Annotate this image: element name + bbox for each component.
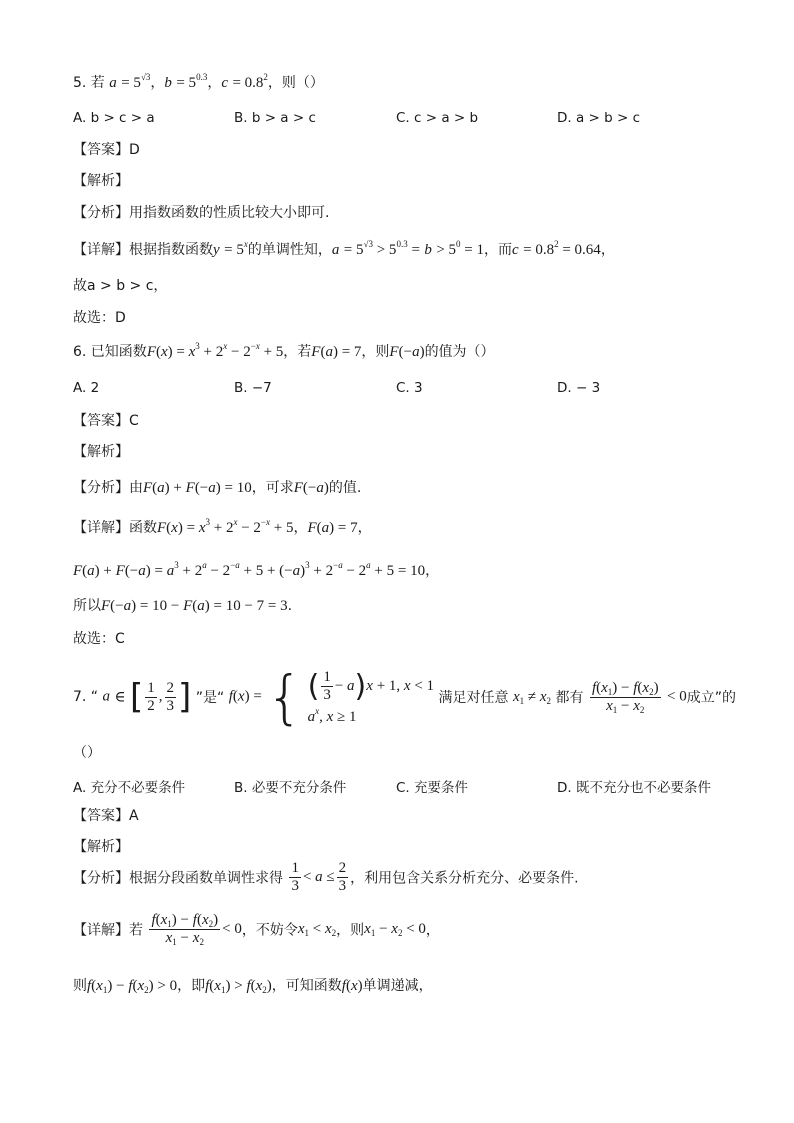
q6-fx-1: 由 — [129, 480, 143, 496]
q6-stem: 6. 已知函数$F(x) = x^3 + 2^x - 2^{-x} + 5$，若F(a) = 7，则F(−a)的值为（） — [73, 341, 495, 360]
xiangjie-tag: 【详解】 — [73, 922, 129, 939]
answer-tag: 【答案】 — [73, 142, 129, 158]
fenxi-tag: 【分析】 — [73, 205, 129, 221]
q7-option-c: C. 充要条件 — [396, 780, 469, 796]
q5-fenxi — [73, 203, 329, 223]
q7-stem-mid2: 满足对任意 — [438, 690, 509, 706]
q7-fenxi: 【分析】根据分段函数单调性求得 $\frac{1}{3}$ < a ≤ $\frac{2}{3}$ ，利用包含关系分析充分、必要条件. — [73, 860, 579, 894]
q6-so: 所以F(−a) = 10 − F(a) = 10 − 7 = 3. — [73, 598, 293, 614]
q6-xj-1: 函数 — [129, 520, 157, 536]
q7-stem-prefix: 7. “ — [73, 689, 99, 705]
q7-stem: 7. “ a ∈ [ $\frac{1}{2}$ , $\frac{2}{3}$ ] ”是“ f(x) = { ( $\frac{1}{3}$ − a)x + 1, x < 1 $a^x$, x ≥ 1 满足对任意 $x_1 \ne x_2$ 都有 $\frac{f(x_1) - f(x_2)}{x_1 - x_2}$ < 0成立”的 — [73, 663, 737, 731]
xiangjie-tag: 【详解】 — [73, 242, 129, 258]
xiangjie-tag: 【详解】 — [73, 520, 129, 536]
q6-option-c: C. 3 — [396, 380, 423, 396]
q7-stem-mid: ”是“ — [195, 690, 225, 706]
q5-conclusion: 故a > b > c， — [73, 278, 168, 294]
q6-stem-mid: ，若 — [283, 344, 312, 360]
q6-fx-3: 的值. — [328, 480, 362, 496]
q5-stem-prefix: 5. 若 — [73, 75, 105, 91]
q5-option-d: D. a > b > c — [557, 110, 641, 126]
q7-analysis-tag: 【解析】 — [73, 839, 129, 855]
q6-fenxi: 【分析】由F(a) + F(−a) = 10，可求F(−a)的值. — [73, 480, 362, 496]
q7-last-3: ，可知函数 — [271, 978, 342, 994]
q7-xj-2: ，不妨令 — [241, 922, 298, 939]
q5-choice: 故选：D — [73, 310, 126, 326]
q5-option-c: C. c > a > b — [396, 110, 479, 126]
q7-answer — [73, 806, 139, 826]
q7-stem-suffix: 成立”的 — [686, 690, 737, 706]
q7-option-b: B. 必要不充分条件 — [234, 780, 347, 796]
q5-answer — [73, 140, 140, 160]
q5-xiangjie: 【详解】根据指数函数$y = 5^x$的单调性知，$a = 5^{√3} > 5^{0.3} = b > 5^0 = 1$，而$c = 0.8^2 = 0.64$， — [73, 239, 615, 258]
q7-last-1: 则 — [73, 978, 87, 994]
q5-xj-1: 根据指数函数 — [129, 242, 213, 258]
q7-fx-1: 根据分段函数单调性求得 — [129, 870, 283, 887]
q5-fenxi-text: 用指数函数的性质比较大小即可. — [129, 205, 330, 221]
q7-answer-value: A — [129, 808, 139, 824]
q6-stem-mid2: ，则 — [361, 344, 390, 360]
q5-answer-value: D — [129, 142, 140, 158]
q7-last-4: 单调递减， — [362, 978, 433, 994]
q6-fx-2: ，可求 — [251, 480, 294, 496]
q6-stem-prefix: 6. 已知函数 — [73, 344, 147, 360]
answer-tag: 【答案】 — [73, 808, 129, 824]
q5-stem: 5. 若 $a = 5^{√3}$，$b = 5^{0.3}$，$c = 0.8^2$，则（） — [73, 72, 324, 91]
q6-xiangjie: 【详解】函数$F(x) = x^3 + 2^x - 2^{-x} + 5$，F(a) = 7， — [73, 517, 372, 536]
q7-xj-3: ，则 — [336, 922, 365, 939]
q7-xiangjie: 【详解】若 $\frac{f(x_1) - f(x_2)}{x_1 - x_2}$ < 0，不妨令$x_1 < x_2$，则$x_1 - x_2 < 0$， — [73, 912, 440, 947]
q5-stem-suffix: ，则（） — [267, 75, 324, 91]
q7-last-line: 则$f(x_1) - f(x_2) > 0$，即$f(x_1) > f(x_2)$，可知函数f(x)单调递减， — [73, 978, 433, 995]
q6-option-d: D. − 3 — [557, 380, 601, 396]
fenxi-tag: 【分析】 — [73, 480, 129, 496]
q5-option-a: A. b > c > a — [73, 110, 155, 126]
q5-option-b: B. b > a > c — [234, 110, 316, 126]
fenxi-tag: 【分析】 — [73, 870, 129, 887]
q6-option-a: A. 2 — [73, 380, 100, 396]
q6-answer-value: C — [129, 413, 139, 429]
q5-xj-2: 的单调性知， — [247, 242, 332, 258]
q6-choice: 故选：C — [73, 631, 125, 647]
q7-stem-mid3: 都有 — [555, 690, 584, 706]
q6-equation: $F(a) + F(-a) = a^3 + 2^a - 2^{-a} + 5 + (-a)^3 + 2^{-a} - 2^a + 5 = 10$， — [73, 560, 440, 579]
q6-so-label: 所以 — [73, 598, 101, 614]
q5-xj-3: ，而 — [484, 242, 512, 258]
q6-option-b: B. −7 — [234, 380, 272, 396]
q6-answer — [73, 411, 139, 431]
q7-option-a: A. 充分不必要条件 — [73, 780, 186, 796]
q7-fx-2: ，利用包含关系分析充分、必要条件. — [350, 870, 579, 887]
q7-option-d: D. 既不充分也不必要条件 — [557, 780, 711, 796]
q6-stem-suffix: 的值为（） — [424, 344, 495, 360]
q5-analysis-tag: 【解析】 — [73, 173, 129, 189]
q7-paren: （） — [73, 745, 101, 761]
q7-xj-1: 若 — [129, 922, 143, 939]
answer-tag: 【答案】 — [73, 413, 129, 429]
q6-analysis-tag: 【解析】 — [73, 444, 129, 460]
q7-last-2: ，即 — [177, 978, 206, 994]
